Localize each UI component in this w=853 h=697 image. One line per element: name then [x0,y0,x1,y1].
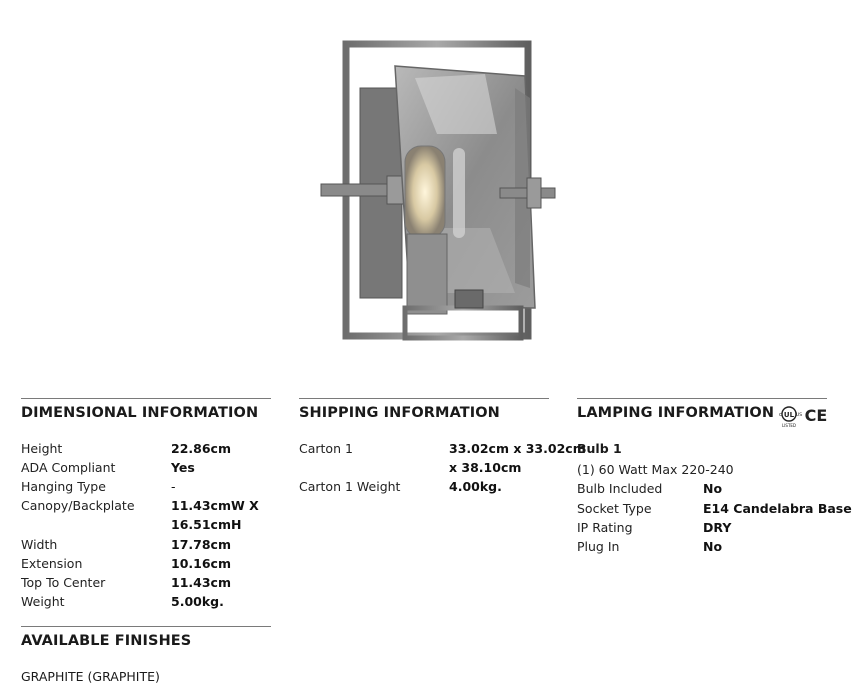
ship-value: 4.00kg. [449,479,502,494]
dim-value: Yes [171,460,195,475]
dim-label: Top To Center [21,575,106,590]
bulb-desc: (1) 60 Watt Max 220-240 [577,462,734,477]
dim-label: Extension [21,556,83,571]
lamp-value: No [703,481,723,496]
dim-value: 22.86cm [171,441,231,456]
ul-us-text: US [796,413,803,418]
dim-label: ADA Compliant [21,460,116,475]
shipping-section [299,398,586,494]
finishes-title: AVAILABLE FINISHES [21,633,192,649]
dim-label: Canopy/Backplate [21,498,135,513]
lamping-section [577,398,852,554]
ul-listed-icon [779,407,802,428]
ul-text: UL [783,411,795,419]
dim-value: 10.16cm [171,556,231,571]
dim-value: 17.78cm [171,537,231,552]
dim-label: Weight [21,594,65,609]
dimensional-section [21,398,271,609]
lamp-value: DRY [703,520,732,535]
dim-value: 11.43cm [171,575,231,590]
dim-value: 16.51cmH [171,517,242,532]
finishes-section [21,626,271,684]
ship-label: Carton 1 Weight [299,479,401,494]
dim-label: Hanging Type [21,479,106,494]
lamp-value: E14 Candelabra Base [703,501,852,516]
dim-value: 5.00kg. [171,594,224,609]
ship-value: 33.02cm x 33.02cm [449,441,586,456]
lamp-label: Bulb Included [577,481,663,496]
wall-sconce-icon [315,38,560,343]
ce-text: CE [804,406,828,425]
product-image [315,38,560,343]
certifications [777,405,833,433]
ul-listed-text: LISTED [782,423,796,428]
lamp-value: No [703,539,723,554]
dim-value: 11.43cmW X [171,498,259,513]
dim-label: Height [21,441,63,456]
lamp-label: IP Rating [577,520,633,535]
ce-mark-icon [805,406,828,425]
ul-c-text: c [779,412,782,418]
finish-item: GRAPHITE (GRAPHITE) [21,669,160,684]
dim-label: Width [21,537,58,552]
lamp-label: Socket Type [577,501,652,516]
ship-value: x 38.10cm [449,460,522,475]
lamping-title: LAMPING INFORMATION [577,405,775,421]
shipping-title: SHIPPING INFORMATION [299,405,500,421]
dimensional-title: DIMENSIONAL INFORMATION [21,405,259,421]
ship-label: Carton 1 [299,441,353,456]
lamp-label: Plug In [577,539,620,554]
bulb-title: Bulb 1 [577,441,622,456]
dim-value: - [171,479,176,494]
